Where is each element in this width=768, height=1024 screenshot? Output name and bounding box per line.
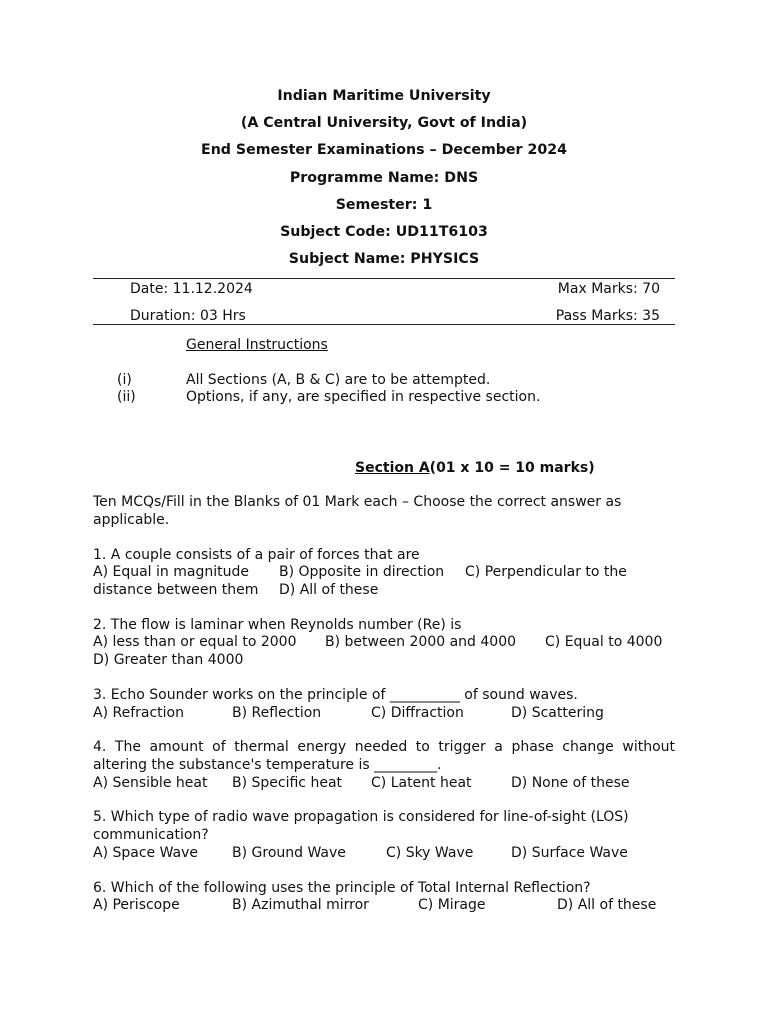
option: A) Equal in magnitude [93, 564, 249, 580]
question-options [93, 704, 675, 722]
semester: Semester: 1 [335, 197, 433, 213]
question-text: 4. The amount of thermal energy needed to trigger a phase change without altering the substance's temperature is _________. [93, 739, 675, 773]
bottom-divider [93, 324, 675, 325]
question-options [93, 651, 675, 669]
university-name: Indian Maritime University [277, 88, 491, 104]
question-options [93, 844, 675, 862]
option: A) Space Wave [93, 845, 199, 861]
option: B) Ground Wave [232, 845, 346, 861]
option: D) All of these [279, 582, 379, 598]
instructions-title: General Instructions [186, 337, 328, 353]
exam-duration: Duration: 03 Hrs [130, 308, 246, 324]
university-subtitle: (A Central University, Govt of India) [240, 115, 528, 131]
option: A) Periscope [93, 897, 180, 913]
pass-marks: Pass Marks: 35 [555, 308, 660, 324]
max-marks: Max Marks: 70 [557, 281, 660, 297]
option: C) Equal to 4000 [545, 634, 663, 650]
section-a-heading [355, 459, 595, 477]
instruction-text: All Sections (A, B & C) are to be attempted. [186, 372, 491, 388]
option: A) less than or equal to 2000 [93, 634, 297, 650]
subject-code: Subject Code: UD11T6103 [280, 224, 488, 240]
instruction-number: (ii) [117, 389, 136, 405]
top-divider [93, 278, 675, 279]
option: C) Mirage [418, 897, 486, 913]
option: C) Perpendicular to the [465, 564, 627, 580]
question-options [93, 633, 675, 651]
option: D) None of these [511, 775, 630, 791]
section-a-marks: (01 x 10 = 10 marks) [429, 460, 595, 476]
option: B) Specific heat [232, 775, 343, 791]
instruction-text: Options, if any, are specified in respective section. [186, 389, 541, 405]
option: B) Azimuthal mirror [232, 897, 369, 913]
question-text: 6. Which of the following uses the principle of Total Internal Reflection? [93, 880, 591, 896]
section-a-intro: Ten MCQs/Fill in the Blanks of 01 Mark each – Choose the correct answer as applicable. [93, 494, 622, 528]
question-options [93, 896, 675, 914]
question-text: 5. Which type of radio wave propagation is considered for line-of-sight (LOS) communication? [93, 809, 629, 843]
question-options [93, 774, 675, 792]
option: A) Sensible heat [93, 775, 208, 791]
question-options [93, 563, 675, 581]
subject-name: Subject Name: PHYSICS [288, 251, 480, 267]
option: C) Sky Wave [386, 845, 474, 861]
option: D) Greater than 4000 [93, 652, 244, 668]
instruction-number: (i) [117, 372, 132, 388]
exam-date: Date: 11.12.2024 [130, 281, 253, 297]
question-text: 3. Echo Sounder works on the principle of __________ of sound waves. [93, 687, 578, 703]
option: A) Refraction [93, 705, 184, 721]
option-continuation: distance between them [93, 582, 259, 598]
option: B) Opposite in direction [279, 564, 445, 580]
option: D) Scattering [511, 705, 604, 721]
option: B) between 2000 and 4000 [325, 634, 517, 650]
option: C) Latent heat [371, 775, 472, 791]
option: C) Diffraction [371, 705, 464, 721]
programme-name: Programme Name: DNS [289, 170, 479, 186]
option: D) All of these [557, 897, 657, 913]
question-text: 2. The flow is laminar when Reynolds number (Re) is [93, 617, 462, 633]
question-options [93, 581, 675, 599]
option: D) Surface Wave [511, 845, 628, 861]
exam-title: End Semester Examinations – December 2024 [201, 142, 567, 158]
question-text: 1. A couple consists of a pair of forces that are [93, 547, 420, 563]
section-a-title: Section A [355, 460, 430, 476]
option: B) Reflection [232, 705, 322, 721]
